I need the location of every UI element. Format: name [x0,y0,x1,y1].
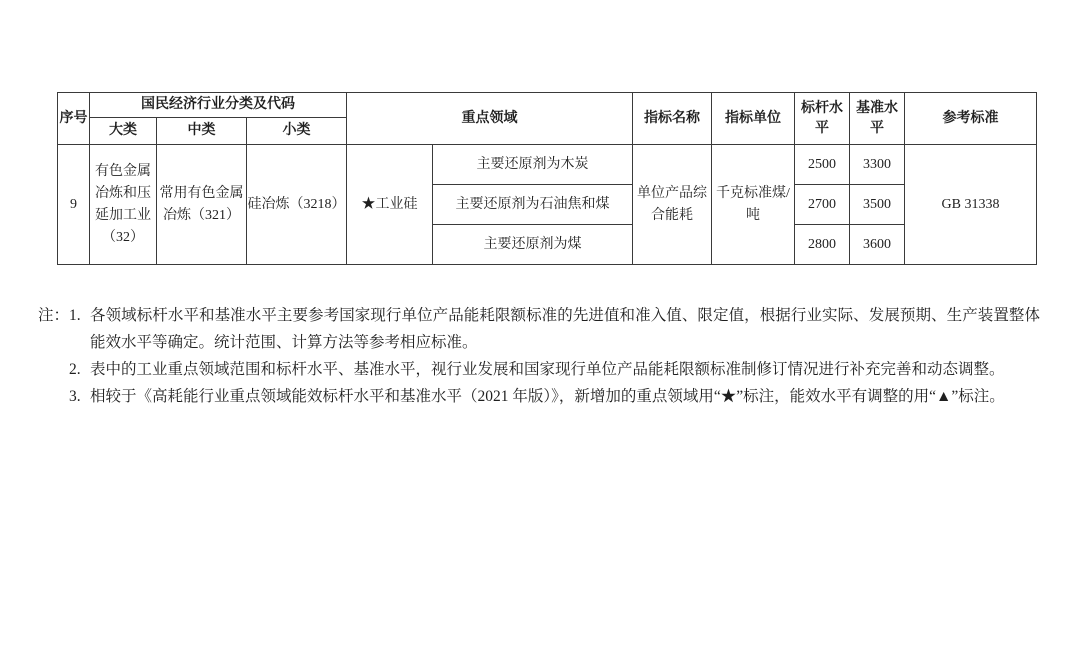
energy-efficiency-benchmark-table [57,92,1037,265]
cell-condition-1: 主要还原剂为木炭 [433,145,633,185]
header-reference-standard: 参考标准 [905,93,1037,145]
header-indicator-unit: 指标单位 [712,93,795,145]
cell-indicator-unit: 千克标准煤/吨 [712,145,795,265]
note-number: 2. [69,361,81,378]
cell-condition-3: 主要还原剂为煤 [433,225,633,265]
header-middle-class: 中类 [157,118,247,145]
cell-indicator-name: 单位产品综合能耗 [633,145,712,265]
cell-reference-standard: GB 31338 [905,145,1037,265]
notes-prefix: 注： [38,307,70,324]
cell-key-field: ★工业硅 [347,145,433,265]
note-number: 3. [69,388,81,405]
note-number: 1. [69,307,81,324]
header-seq: 序号 [58,93,90,145]
cell-seq: 9 [58,145,90,265]
header-major-class: 大类 [90,118,157,145]
notes-list [69,302,1040,410]
cell-middle-class: 常用有色金属冶炼（321） [157,145,247,265]
notes-section [38,302,1040,410]
header-baseline-level: 基准水平 [850,93,905,145]
cell-baseline-3: 3600 [850,225,905,265]
note-item-1 [69,302,1040,356]
note-text: 表中的工业重点领域范围和标杆水平、基准水平，视行业发展和国家现行单位产品能耗限额标准制修订情况进行补充完善和动态调整。 [90,361,1005,378]
header-industry-classification: 国民经济行业分类及代码 [90,93,347,118]
cell-benchmark-2: 2700 [795,185,850,225]
header-key-field: 重点领域 [347,93,633,145]
cell-baseline-1: 3300 [850,145,905,185]
note-text: 相较于《高耗能行业重点领域能效标杆水平和基准水平（2021 年版）》，新增加的重点领域用“★”标注，能效水平有调整的用“▲”标注。 [90,388,1005,405]
cell-benchmark-1: 2500 [795,145,850,185]
note-text: 各领域标杆水平和基准水平主要参考国家现行单位产品能耗限额标准的先进值和准入值、限定值，根据行业实际、发展预期、生产装置整体能效水平等确定。统计范围、计算方法等参考相应标准。 [90,307,1040,351]
note-item-3 [69,383,1040,410]
table-row [58,145,1037,185]
cell-minor-class: 硅冶炼（3218） [247,145,347,265]
cell-condition-2: 主要还原剂为石油焦和煤 [433,185,633,225]
header-minor-class: 小类 [247,118,347,145]
cell-major-class: 有色金属冶炼和压延加工业（32） [90,145,157,265]
note-item-2 [69,356,1040,383]
cell-baseline-2: 3500 [850,185,905,225]
header-indicator-name: 指标名称 [633,93,712,145]
header-benchmark-level: 标杆水平 [795,93,850,145]
cell-benchmark-3: 2800 [795,225,850,265]
